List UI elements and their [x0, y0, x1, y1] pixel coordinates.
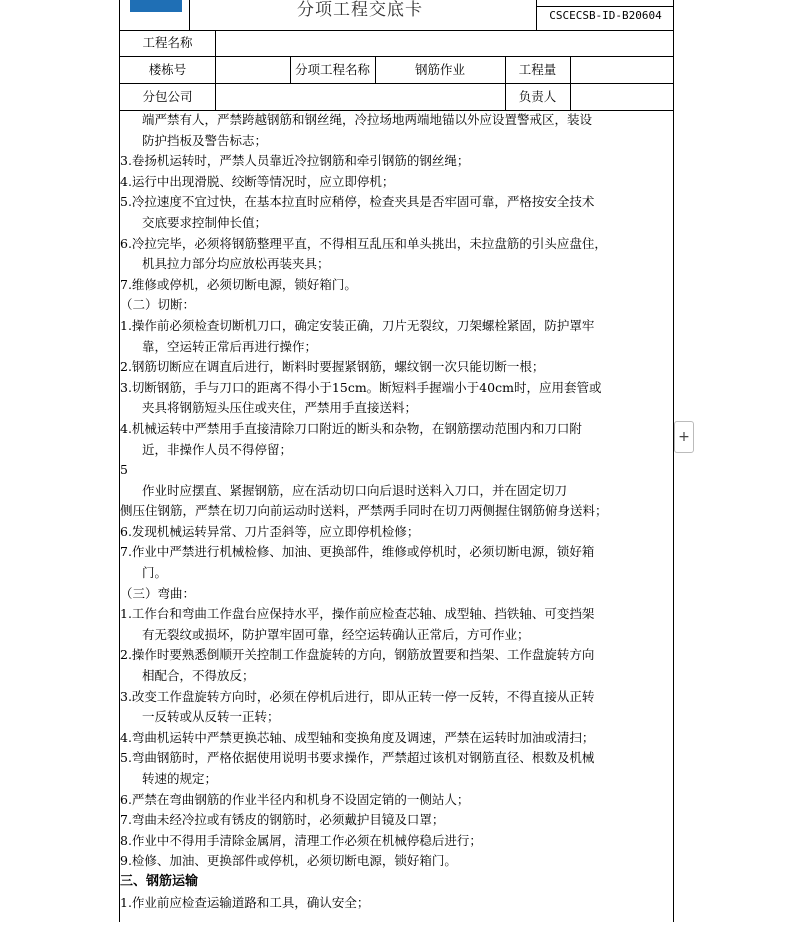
text-line: 1.工作台和弯曲工作盘台应保持水平，操作前应检查芯轴、成型轴、挡铁轴、可变挡架 — [120, 606, 595, 622]
card-header — [120, 0, 673, 31]
text-line: 机具拉力部分均应放松再装夹具； — [142, 256, 330, 272]
building-row — [120, 57, 673, 84]
text-line: 相配合，不得放反； — [142, 668, 255, 684]
text-line: 一反转或从反转一正转； — [142, 709, 280, 725]
page-title: 分项工程交底卡 — [297, 0, 423, 20]
text-line: 交底要求控制伸长值； — [142, 214, 268, 230]
text-line: 8.作业中不得用手清除金属屑，清理工作必须在机械停稳后进行； — [120, 832, 482, 848]
text-line: 3.卷扬机运转时，严禁人员靠近冷拉钢筋和牵引钢筋的钢丝绳； — [120, 153, 470, 169]
subcontractor-label: 分包公司 — [142, 89, 193, 104]
text-line: 4.运行中出现滑脱、绞断等情况时，应立即停机； — [120, 173, 395, 189]
text-line: 端严禁有人，严禁跨越钢筋和钢丝绳，冷拉场地两端地锚以外应设置警戒区，装设 — [142, 112, 593, 127]
text-line: 6.发现机械运转异常、刀片歪斜等，应立即停机检修； — [120, 523, 420, 539]
text-line: 门。 — [142, 565, 168, 581]
person-in-charge-label: 负责人 — [518, 89, 557, 104]
text-line: 防护挡板及警告标志； — [142, 132, 268, 148]
text-line: 转速的规定； — [142, 771, 218, 786]
text-line: 5.弯曲钢筋时，严格依据使用说明书要求操作，严禁超过该机对钢筋直径、根数及机械 — [120, 750, 595, 766]
text-line: 6.严禁在弯曲钢筋的作业半径内和机身不设固定销的一侧站人； — [120, 791, 470, 807]
subcontractor-row — [120, 84, 673, 111]
safety-instructions — [120, 110, 673, 913]
text-line: 7.作业中严禁进行机械检修、加油、更换部件，维修或停机时，必须切断电源，锁好箱 — [120, 544, 595, 560]
text-line: 2.钢筋切断应在调直后进行，断料时要握紧钢筋，螺纹钢一次只能切断一根； — [120, 359, 545, 375]
row-divider — [215, 30, 216, 56]
text-line: 有无裂纹或损坏，防护罩牢固可靠，经空运转确认正常后，方可作业； — [142, 626, 530, 642]
text-line: 作业时应摆直、紧握钢筋，应在活动切口向后退时送料入刀口，并在固定切刀 — [142, 482, 568, 498]
row-divider — [215, 57, 216, 83]
text-line: 3.切断钢筋，手与刀口的距离不得小于15cm。断短料手握端小于40cm时，应用套管或 — [120, 379, 602, 395]
text-line: 5 — [120, 462, 128, 478]
sub-project-label: 分项工程名称 — [294, 62, 370, 77]
row-divider — [570, 84, 571, 110]
text-line: 4.弯曲机运转中严禁更换芯轴、成型轴和变换角度及调速，严禁在运转时加油或清扫； — [120, 729, 595, 745]
doc-code: CSCECSB-ID-B20604 — [549, 9, 662, 22]
text-line: 7.维修或停机，必须切断电源，锁好箱门。 — [120, 276, 357, 292]
row-divider — [215, 84, 216, 110]
text-line: 靠，空运转正常后再进行操作； — [142, 338, 318, 354]
quantity-label: 工程量 — [518, 62, 557, 77]
document-page — [119, 0, 674, 922]
text-line: 7.弯曲未经冷拉或有锈皮的钢筋时，必须戴护目镜及口罩； — [120, 812, 445, 828]
header-divider — [189, 0, 190, 30]
sub-project-value: 钢筋作业 — [414, 62, 465, 77]
section-heading: （三）弯曲： — [120, 585, 196, 601]
text-line: 近，非操作人员不得停留； — [142, 441, 293, 457]
doc-code-top-cell — [537, 0, 674, 7]
project-name-row — [120, 30, 673, 57]
company-logo-icon — [130, 0, 182, 12]
text-line: 6.冷拉完毕，必须将钢筋整理平直，不得相互乱压和单头挑出，未拉盘筋的引头应盘住， — [120, 235, 607, 251]
text-line: 4.机械运转中严禁用手直接清除刀口附近的断头和杂物，在钢筋摆动范围内和刀口附 — [120, 420, 582, 436]
text-line: 夹具将钢筋短头压住或夹住，严禁用手直接送料； — [142, 400, 418, 416]
doc-code-box — [536, 0, 674, 30]
text-line: 5.冷拉速度不宜过快，在基本拉直时应稍停，检查夹具是否牢固可靠，严格按安全技术 — [120, 194, 595, 210]
row-divider — [570, 57, 571, 83]
text-line: 1.操作前必须检查切断机刀口，确定安装正确，刀片无裂纹，刀架螺栓紧固，防护罩牢 — [120, 317, 595, 333]
section-heading: （二）切断： — [120, 297, 196, 313]
text-line: 侧压住钢筋，严禁在切刀向前运动时送料，严禁两手同时在切刀两侧握住钢筋俯身送料； — [120, 503, 608, 519]
text-line: 1.作业前应检查运输道路和工具，确认安全； — [120, 894, 370, 910]
text-line: 9.检修、加油、更换部件或停机，必须切断电源，锁好箱门。 — [120, 853, 457, 869]
project-name-label: 工程名称 — [142, 35, 193, 50]
add-section-button[interactable]: + — [674, 421, 694, 453]
text-line: 2.操作时要熟悉倒顺开关控制工作盘旋转的方向，钢筋放置要和挡架、工作盘旋转方向 — [120, 647, 595, 663]
text-line: 3.改变工作盘旋转方向时，必须在停机后进行，即从正转一停一反转，不得直接从正转 — [120, 688, 595, 704]
building-no-label: 楼栋号 — [148, 62, 187, 77]
section-heading: 三、钢筋运输 — [120, 873, 199, 889]
